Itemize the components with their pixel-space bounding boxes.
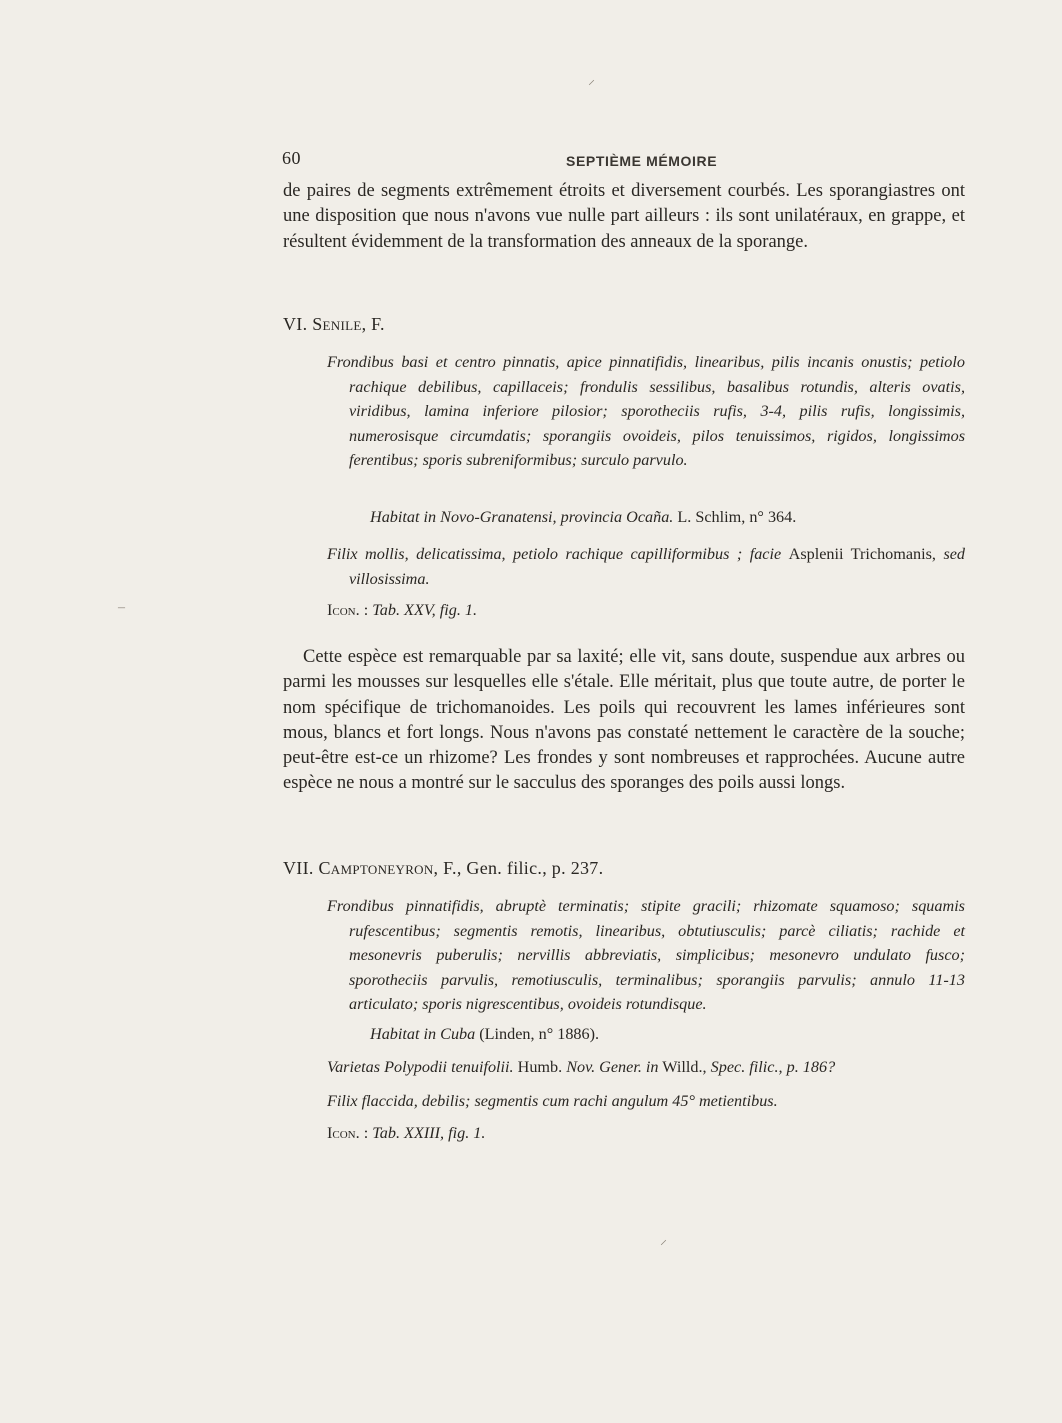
section-vi-number: VI. xyxy=(283,314,308,334)
section-vii-habitat-source: (Linden, n° 1886). xyxy=(479,1025,600,1043)
scan-speck: ⸝ xyxy=(588,73,595,88)
section-vi-icon-label: Icon. xyxy=(327,601,360,619)
section-vi-diagnosis-block xyxy=(327,350,965,473)
section-vi-icon-ref: Tab. XXV, fig. 1. xyxy=(372,601,478,619)
section-vi-icon: Icon. : Tab. XXV, fig. 1. xyxy=(327,601,478,619)
section-vii-varietas-4: Willd., xyxy=(662,1058,707,1076)
section-vi-heading xyxy=(283,314,965,335)
intro-paragraph-block xyxy=(283,179,965,255)
section-vi-habitat-source: L. Schlim, n° 364. xyxy=(677,508,797,526)
section-vii-diagnosis: Frondibus pinnatifidis, abruptè terminatis; stipite gracili; rhizomate squamoso; squamis rufescentibus; segmentis remotis, linearibus, obtutiusculis; parcè ciliatis; rachide et mesonevris puberulis; nervillis abbreviatis, simplicibus; mesonevro undulato fusco; sporotheciis parvulis, remotiusculis, terminalibus; sporangiis parvulis; annulo 11-13 articulato; sporis nigrescentibus, ovoideis rotundisque. xyxy=(327,897,965,1014)
section-vii-remark: Filix flaccida, debilis; segmentis cum rachi angulum 45° metientibus. xyxy=(327,1092,778,1110)
section-vii-varietas-3: Nov. Gener. in xyxy=(566,1058,659,1076)
section-vii-icon-label: Icon. xyxy=(327,1124,360,1142)
section-vii-name: Camptoneyron xyxy=(318,858,434,878)
section-vi-commentary-block xyxy=(283,645,965,797)
scan-speck: ⸝ xyxy=(660,1233,667,1248)
section-vii-habitat-label: Habitat in Cuba xyxy=(370,1025,476,1043)
section-vi-remark-italic-2: sed villosissima. xyxy=(349,545,966,588)
section-vi-remark xyxy=(327,542,965,591)
page-number: 60 xyxy=(282,148,301,168)
section-vii-varietas-5: Spec. filic., p. 186? xyxy=(710,1058,836,1076)
intro-paragraph: de paires de segments extrêmement étroits et diversement courbés. Les sporangiastres ont une disposition que nous n'avons vue nulle part ailleurs : ils sont unilatéraux, en grappe, et résultent évidemment de la transformation des anneaux de la sporange. xyxy=(283,181,965,252)
section-vii-diagnosis-block xyxy=(327,894,965,1017)
running-title: SEPTIÈME MÉMOIRE xyxy=(566,153,718,169)
section-vii-heading xyxy=(283,858,965,879)
section-vi-diagnosis: Frondibus basi et centro pinnatis, apice pinnatifidis, linearibus, pilis incanis onustis; petiolo rachique debilibus, capillaceis; frondulis sessilibus, basalibus rotundis, alteris ovatis, viridibus, lamina inferiore pilosior; sporotheciis rufis, 3-4, pilis rufis, longissimis, numerosisque circumdatis; sporangiis ovoideis, pilos tenuissimos, rigidos, longissimos ferentibus; sporis subreniformibus; surculo parvulo. xyxy=(327,353,965,470)
scan-speck: – xyxy=(118,600,125,615)
section-vii-author: , F., Gen. filic., p. 237. xyxy=(433,858,604,878)
section-vii-habitat xyxy=(370,1025,599,1044)
section-vi-remark-roman: Asplenii Trichomanis, xyxy=(788,545,936,563)
section-vi-author: , F. xyxy=(361,314,385,334)
section-vi-habitat xyxy=(370,508,796,527)
section-vi-habitat-label: Habitat in Novo-Granatensi, provincia Ocaña. xyxy=(370,508,674,526)
section-vi-remark-block xyxy=(327,542,965,591)
section-vii-icon: Icon. : Tab. XXIII, fig. 1. xyxy=(327,1124,486,1142)
section-vii-icon-ref: Tab. XXIII, fig. 1. xyxy=(372,1124,486,1142)
section-vii-varietas xyxy=(327,1058,835,1077)
section-vi-commentary: Cette espèce est remarquable par sa laxité; elle vit, sans doute, suspendue aux arbres ou parmi les mousses sur lesquelles elle s'étale. Elle méritait, plus que toute autre, de porter le nom spécifique de trichomanoides. Les poils qui recouvrent les lames inférieures sont mous, blancs et fort longs. Nous n'avons pas constaté nettement le caractère de la souche; peut-être est-ce un rhizome? Les frondes y sont nombreuses et rapprochées. Aucune autre espèce ne nous a montré sur le sacculus des sporanges des poils aussi longs. xyxy=(283,647,965,794)
section-vii-number: VII. xyxy=(283,858,314,878)
section-vi-remark-italic-1: Filix mollis, delicatissima, petiolo rachique capilliformibus ; facie xyxy=(327,545,782,563)
section-vi-name: Senile xyxy=(312,314,362,334)
section-vii-varietas-2: Humb. xyxy=(517,1058,563,1076)
section-vii-varietas-1: Varietas Polypodii tenuifolii. xyxy=(327,1058,514,1076)
